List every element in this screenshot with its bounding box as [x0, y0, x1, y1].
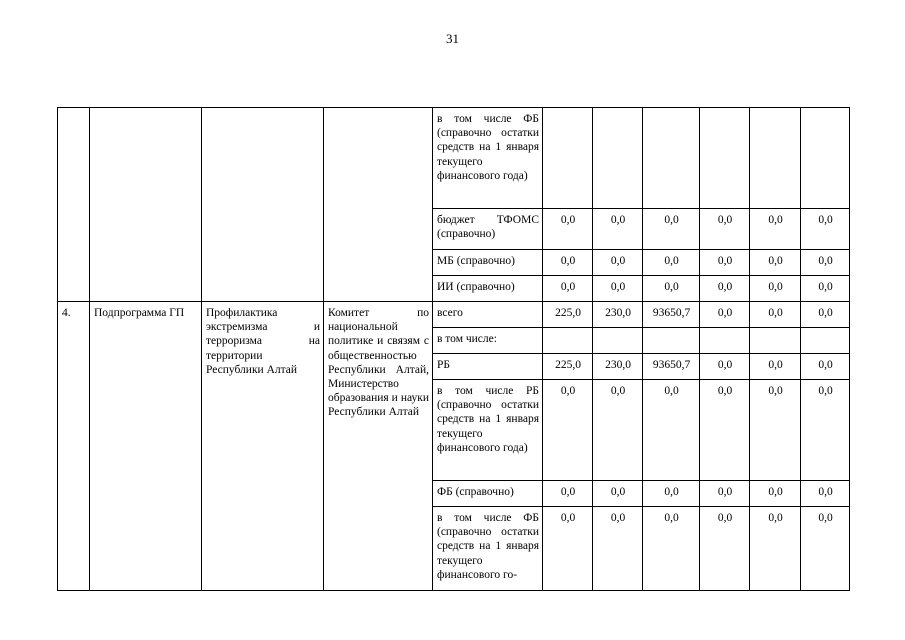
source-cell: бюджет ТФОМС (справочно) [433, 209, 543, 250]
page-number: 31 [446, 31, 459, 46]
value-cell: 0,0 [543, 250, 593, 276]
program-type: Подпрограмма ГП [90, 302, 202, 591]
value-cell [543, 328, 593, 354]
source-cell: МБ (справочно) [433, 250, 543, 276]
value-cell: 0,0 [700, 380, 750, 481]
source-cell: в том числе ФБ (справочно остатки средств на 1 января текущего финансового года) [433, 108, 543, 209]
executor-cell-empty [324, 108, 433, 302]
value-cell: 0,0 [643, 380, 700, 481]
value-cell: 0,0 [700, 481, 750, 507]
value-cell: 0,0 [643, 209, 700, 250]
value-cell [543, 108, 593, 209]
table-row [58, 108, 850, 209]
source-cell: ИИ (справочно) [433, 276, 543, 302]
value-cell: 0,0 [750, 276, 801, 302]
value-cell: 225,0 [543, 302, 593, 328]
value-cell: 0,0 [543, 276, 593, 302]
value-cell: 0,0 [700, 250, 750, 276]
value-cell: 0,0 [700, 507, 750, 591]
value-cell: 0,0 [543, 209, 593, 250]
source-cell: в том числе РБ (справочно остатки средств на 1 января текущего финансового года) [433, 380, 543, 481]
value-cell: 230,0 [593, 354, 643, 380]
value-cell: 230,0 [593, 302, 643, 328]
budget-table [57, 107, 850, 591]
number-cell-empty [58, 108, 90, 302]
value-cell: 0,0 [593, 481, 643, 507]
value-cell: 0,0 [593, 209, 643, 250]
type-cell-empty [90, 108, 202, 302]
value-cell: 0,0 [593, 380, 643, 481]
value-cell [700, 328, 750, 354]
value-cell: 0,0 [643, 507, 700, 591]
value-cell: 0,0 [750, 481, 801, 507]
value-cell: 93650,7 [643, 302, 700, 328]
value-cell [801, 108, 850, 209]
value-cell: 0,0 [750, 354, 801, 380]
value-cell: 93650,7 [643, 354, 700, 380]
value-cell: 0,0 [593, 276, 643, 302]
source-cell: в том числе: [433, 328, 543, 354]
value-cell: 0,0 [801, 250, 850, 276]
value-cell: 0,0 [593, 507, 643, 591]
table-row [58, 302, 850, 328]
value-cell [750, 328, 801, 354]
value-cell: 0,0 [801, 507, 850, 591]
value-cell: 225,0 [543, 354, 593, 380]
source-cell: в том числе ФБ (справочно остатки средств на 1 января текущего финансового го- [433, 507, 543, 591]
source-cell: ФБ (справочно) [433, 481, 543, 507]
program-name: Профилактика экстремизма и терроризма на территории Республики Алтай [202, 302, 324, 591]
program-number: 4. [58, 302, 90, 591]
value-cell: 0,0 [750, 250, 801, 276]
value-cell: 0,0 [543, 507, 593, 591]
value-cell: 0,0 [801, 209, 850, 250]
name-cell-empty [202, 108, 324, 302]
value-cell: 0,0 [801, 354, 850, 380]
value-cell [700, 108, 750, 209]
value-cell [801, 328, 850, 354]
value-cell: 0,0 [700, 354, 750, 380]
value-cell: 0,0 [593, 250, 643, 276]
value-cell: 0,0 [700, 209, 750, 250]
value-cell [643, 108, 700, 209]
source-cell: РБ [433, 354, 543, 380]
value-cell: 0,0 [543, 380, 593, 481]
value-cell: 0,0 [700, 302, 750, 328]
value-cell: 0,0 [750, 507, 801, 591]
value-cell: 0,0 [643, 276, 700, 302]
value-cell: 0,0 [543, 481, 593, 507]
value-cell [643, 328, 700, 354]
value-cell [593, 328, 643, 354]
value-cell [750, 108, 801, 209]
value-cell [593, 108, 643, 209]
value-cell: 0,0 [700, 276, 750, 302]
value-cell: 0,0 [801, 380, 850, 481]
value-cell: 0,0 [643, 250, 700, 276]
value-cell: 0,0 [643, 481, 700, 507]
value-cell: 0,0 [801, 481, 850, 507]
value-cell: 0,0 [801, 302, 850, 328]
value-cell: 0,0 [801, 276, 850, 302]
source-cell: всего [433, 302, 543, 328]
value-cell: 0,0 [750, 209, 801, 250]
value-cell: 0,0 [750, 302, 801, 328]
value-cell: 0,0 [750, 380, 801, 481]
program-executor: Комитет по национальной политике и связям с общественностью Республики Алтай, Министерство образования и науки Республики Алтай [324, 302, 433, 591]
